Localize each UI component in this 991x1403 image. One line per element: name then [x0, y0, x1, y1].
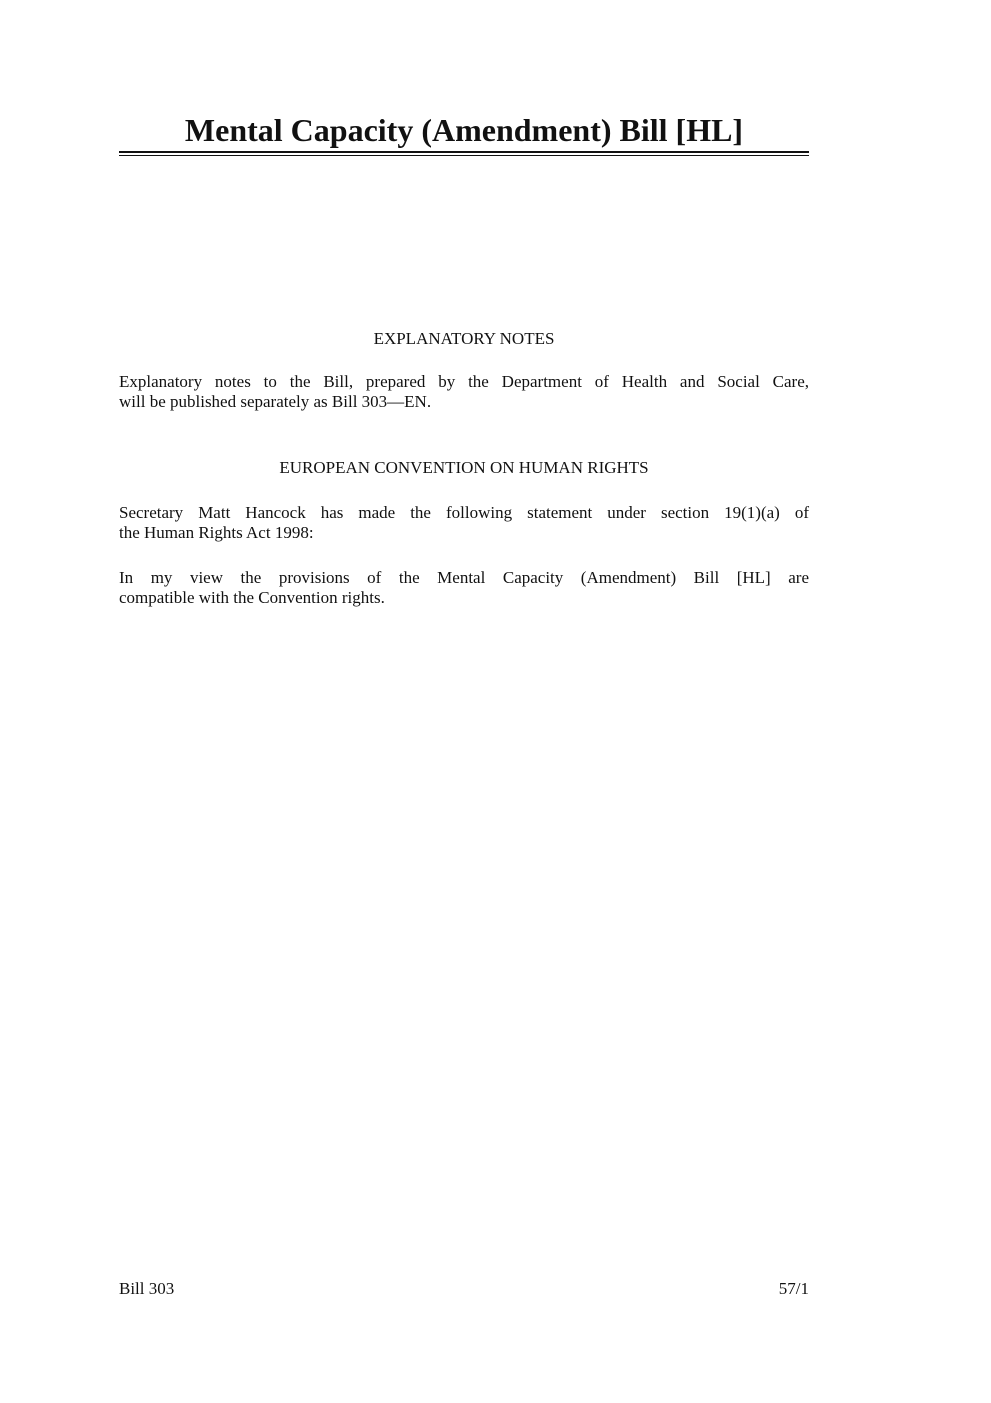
section-heading-echr: EUROPEAN CONVENTION ON HUMAN RIGHTS [279, 458, 649, 477]
statement-paragraph [119, 568, 809, 608]
section-heading-explanatory-notes: EXPLANATORY NOTES [373, 329, 555, 348]
page-title: Mental Capacity (Amendment) Bill [HL] [184, 112, 744, 148]
footer-page-ref: 57/1 [778, 1279, 809, 1298]
footer-bill-number: Bill 303 [119, 1279, 175, 1298]
statement-intro-paragraph [119, 503, 809, 543]
paragraph-line: Secretary Matt Hancock has made the following statement under section 19(1)(a) of [119, 503, 809, 522]
paragraph-line: Explanatory notes to the Bill, prepared by the Department of Health and Social Care, [119, 372, 809, 391]
paragraph-line: will be published separately as Bill 303—EN. [119, 392, 432, 411]
paragraph-line: In my view the provisions of the Mental Capacity (Amendment) Bill [HL] are [119, 568, 809, 587]
title-rule-thin [119, 155, 809, 156]
title-rule-thick [119, 151, 809, 153]
paragraph-line: the Human Rights Act 1998: [119, 523, 314, 542]
explanatory-notes-paragraph [119, 372, 809, 412]
paragraph-line: compatible with the Convention rights. [119, 588, 385, 607]
